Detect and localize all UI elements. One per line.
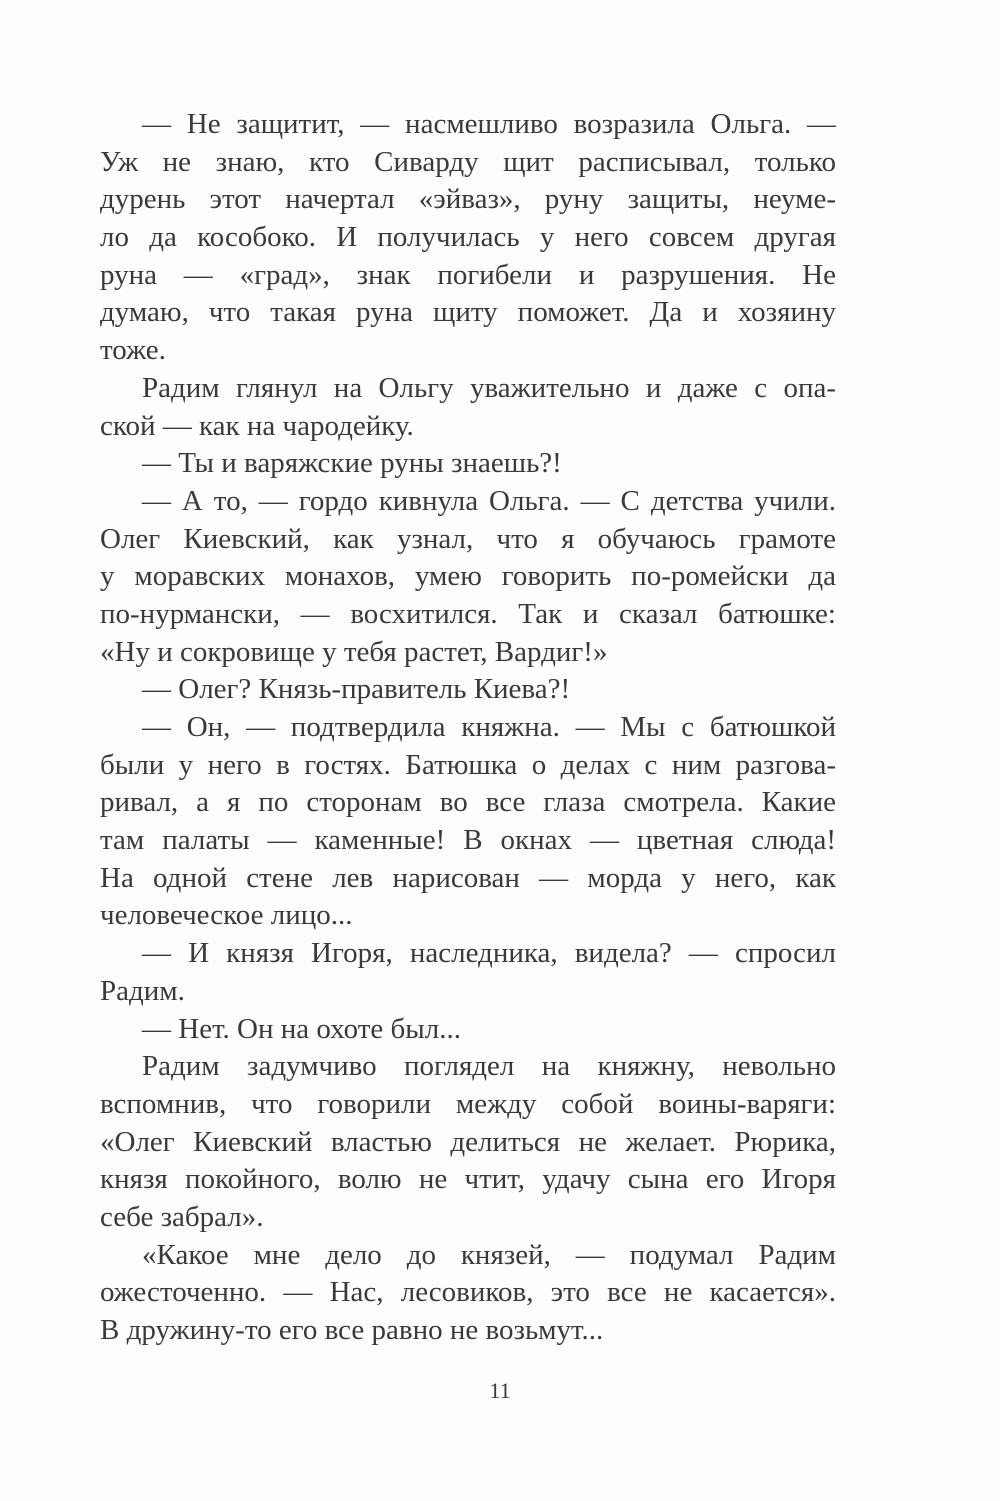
text-line: — А то, — гордо кивнула Ольга. — С детства учили. — [142, 484, 836, 517]
text-line: «Какое мне дело до князей, — подумал Радим — [142, 1238, 836, 1271]
text-line: дурень этот начертал «эйваз», руну защиты, неуме- — [100, 183, 836, 216]
text-line: — И князя Игоря, наследника, видела? — спросил — [142, 937, 836, 970]
text-line: ло да кособоко. И получилась у него совсем другая — [100, 221, 836, 254]
text-line: ривал, а я по сторонам во все глаза смотрела. Какие — [100, 786, 836, 819]
text-line: Радим глянул на Ольгу уважительно и даже с опа- — [142, 371, 836, 404]
text-line: «Ну и сокровище у тебя растет, Вардиг!» — [100, 635, 608, 668]
page-number: 11 — [489, 1378, 511, 1403]
text-line: В дружину-то его все равно не возьмут... — [100, 1314, 604, 1346]
body-text — [100, 106, 836, 1350]
text-line: Уж не знаю, кто Сиварду щит расписывал, только — [100, 145, 836, 178]
text-line: — Он, — подтвердила княжна. — Мы с батюшкой — [142, 711, 836, 743]
text-line: Олег Киевский, как узнал, что я обучаюсь грамоте — [100, 522, 836, 555]
text-line: у моравских монахов, умею говорить по-ромейски да — [100, 560, 836, 593]
text-line: руна — «град», знак погибели и разрушения. Не — [100, 258, 836, 291]
text-line: по-нурмански, — восхитился. Так и сказал батюшке: — [100, 597, 836, 630]
text-line: себе забрал». — [100, 1200, 264, 1233]
text-line: — Не защитит, — насмешливо возразила Ольга. — — [142, 108, 836, 140]
text-line: тоже. — [100, 334, 166, 367]
text-line: там палаты — каменные! В окнах — цветная слюда! — [100, 824, 836, 857]
text-line: Радим задумчиво поглядел на княжну, невольно — [142, 1050, 836, 1083]
text-line: ской — как на чародейку. — [100, 409, 414, 442]
text-line: — Олег? Князь-правитель Киева?! — [142, 673, 571, 706]
text-line: На одной стене лев нарисован — морда у него, как — [100, 861, 836, 894]
text-line: — Нет. Он на охоте был... — [142, 1012, 461, 1045]
text-line: человеческое лицо... — [100, 899, 353, 932]
text-line: думаю, что такая руна щиту поможет. Да и хозяину — [100, 296, 836, 329]
text-line: — Ты и варяжские руны знаешь?! — [142, 447, 562, 480]
text-line: вспомнив, что говорили между собой воины-варяги: — [100, 1087, 836, 1120]
text-line: ожесточенно. — Нас, лесовиков, это все не касается». — [100, 1276, 836, 1309]
text-line: князя покойного, волю не чтит, удачу сына его Игоря — [100, 1163, 836, 1196]
text-line: «Олег Киевский властью делиться не желает. Рюрика, — [100, 1125, 836, 1158]
text-line: Радим. — [100, 974, 185, 1007]
text-line: были у него в гостях. Батюшка о делах с ним разгова- — [100, 748, 836, 781]
